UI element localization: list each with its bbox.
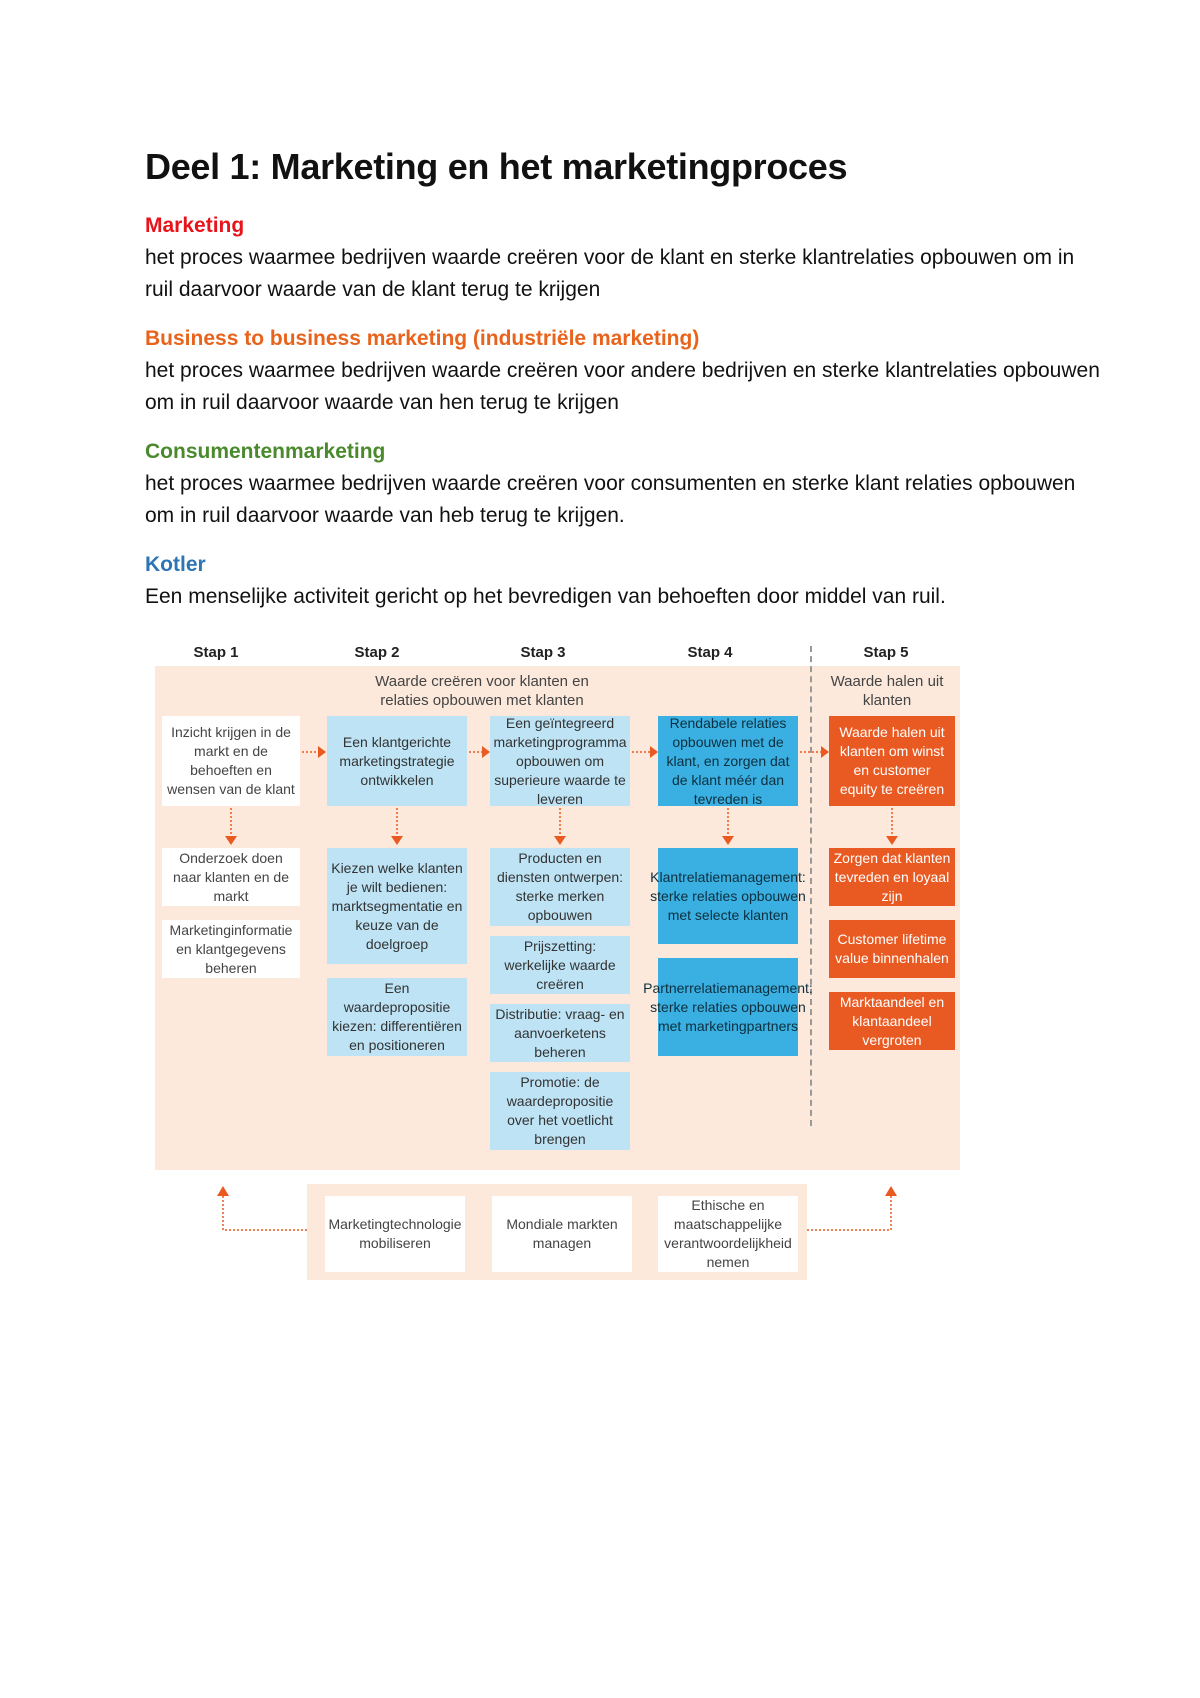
arrowhead-1-2	[318, 746, 326, 758]
col5-box-3: Customer lifetime value binnenhalen	[829, 920, 955, 978]
header-capture-value: Waarde halen uit klanten	[830, 673, 944, 709]
arrowhead-4-5	[821, 746, 829, 758]
arrowhead-2-3	[482, 746, 490, 758]
col2-main-box: Een klantgerichte marketingstrategie ontwikkelen	[327, 716, 467, 806]
step-label-4: Stap 4	[687, 644, 733, 661]
arrowhead-loop-left	[217, 1186, 229, 1196]
diagram-arrows	[150, 640, 970, 1280]
term-consumentenmarketing: Consumentenmarketing	[145, 440, 386, 463]
step-label-5: Stap 5	[863, 644, 909, 661]
col1-box-2: Onderzoek doen naar klanten en de markt	[162, 848, 300, 906]
col3-box-3: Prijszetting: werkelijke waarde creëren	[490, 936, 630, 994]
loop-right	[807, 1196, 891, 1230]
arrowhead-loop-right	[885, 1186, 897, 1196]
col3-box-5: Promotie: de waardepropositie over het voetlicht brengen	[490, 1072, 630, 1150]
definition-consumentenmarketing	[145, 440, 1105, 532]
col5-box-2: Zorgen dat klanten tevreden en loyaal zijn	[829, 848, 955, 906]
def-b2b: het proces waarmee bedrijven waarde creëren voor andere bedrijven en sterke klantrelaties opbouwen om in ruil daarvoor waarde van hen terug te krijgen	[145, 359, 1100, 414]
col4-box-2: Klantrelatiemanagement: sterke relaties opbouwen met selecte klanten	[658, 848, 798, 944]
col3-box-2: Producten en diensten ontwerpen: sterke merken opbouwen	[490, 848, 630, 926]
term-kotler: Kotler	[145, 553, 206, 576]
arrowhead-3-4	[650, 746, 658, 758]
col2-box-3: Een waardepropositie kiezen: differentiëren en positioneren	[327, 978, 467, 1056]
page-title: Deel 1: Marketing en het marketingproces	[145, 146, 848, 187]
def-marketing: het proces waarmee bedrijven waarde creëren voor de klant en sterke klantrelaties opbouwen om in ruil daarvoor waarde van de klant terug te krijgen	[145, 246, 1075, 301]
bottom-box-3: Ethische en maatschappelijke verantwoordelijkheid nemen	[658, 1196, 798, 1272]
header-create-value: Waarde creëren voor klanten en relaties opbouwen met klanten	[375, 673, 589, 709]
step-label-2: Stap 2	[354, 644, 400, 661]
arrowhead-down-2	[391, 836, 403, 845]
def-consumentenmarketing: het proces waarmee bedrijven waarde creëren voor consumenten en sterke klant relaties opbouwen om in ruil daarvoor waarde van heb terug te krijgen.	[145, 472, 1076, 527]
definition-kotler	[145, 553, 1105, 613]
arrowhead-down-5	[886, 836, 898, 845]
arrowhead-down-1	[225, 836, 237, 845]
col4-box-3: Partnerrelatiemanagement: sterke relaties opbouwen met marketingpartners	[658, 958, 798, 1056]
def-kotler: Een menselijke activiteit gericht op het bevredigen van behoeften door middel van ruil.	[145, 585, 946, 608]
col3-main-box: Een geïntegreerd marketingprogramma opbouwen om superieure waarde te leveren	[490, 716, 630, 806]
term-b2b: Business to business marketing (industriële marketing)	[145, 327, 700, 350]
step-label-1: Stap 1	[193, 644, 239, 661]
col1-box-3: Marketinginformatie en klantgegevens beheren	[162, 920, 300, 978]
arrowhead-down-3	[554, 836, 566, 845]
definition-b2b	[145, 327, 1105, 419]
col5-main-box: Waarde halen uit klanten om winst en customer equity te creëren	[829, 716, 955, 806]
col5-box-4: Marktaandeel en klantaandeel vergroten	[829, 992, 955, 1050]
col3-box-4: Distributie: vraag- en aanvoerketens beheren	[490, 1004, 630, 1062]
term-marketing: Marketing	[145, 214, 245, 237]
loop-left	[223, 1196, 307, 1230]
bottom-box-1: Marketingtechnologie mobiliseren	[325, 1196, 465, 1272]
marketingproces-diagram	[150, 640, 970, 1280]
col1-main-box: Inzicht krijgen in de markt en de behoeften en wensen van de klant	[162, 716, 300, 806]
arrowhead-down-4	[722, 836, 734, 845]
col2-box-2: Kiezen welke klanten je wilt bedienen: marktsegmentatie en keuze van de doelgroep	[327, 848, 467, 964]
definition-marketing	[145, 214, 1105, 306]
bottom-box-2: Mondiale markten managen	[492, 1196, 632, 1272]
col4-main-box: Rendabele relaties opbouwen met de klant, en zorgen dat de klant méér dan tevreden is	[658, 716, 798, 806]
step-label-3: Stap 3	[520, 644, 566, 661]
